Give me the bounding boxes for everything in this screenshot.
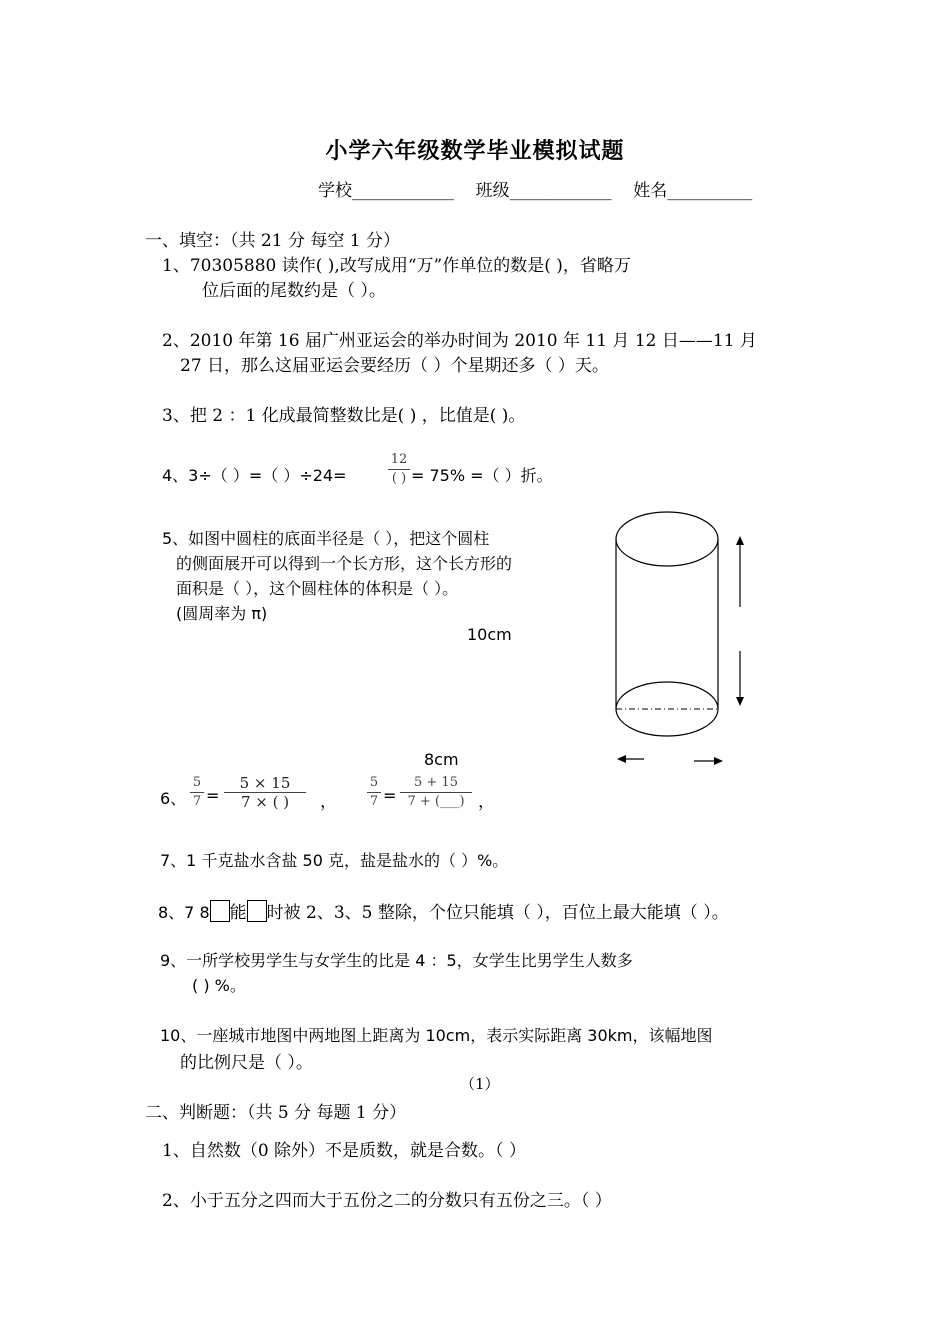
class-label: 班级 [475, 181, 510, 201]
q6-comma-2: ， [478, 792, 495, 812]
q4-part-b: = 75% =（ ）折。 [411, 466, 553, 485]
q1-line1: 1、70305880 读作( ),改写成用“万”作单位的数是( )，省略万 [162, 256, 631, 276]
school-label: 学校 [318, 181, 352, 201]
digit-box-1 [210, 900, 230, 922]
q8-part-a: 8、7 8 [158, 903, 210, 922]
q6-fraction-1 [190, 775, 204, 810]
name-label: 姓名 [633, 181, 668, 201]
q10-line1: 10、一座城市地图中两地图上距离为 10cm，表示实际距离 30km，该幅地图 [160, 1026, 713, 1045]
q6-f2-num: 5 × 15 [239, 774, 291, 792]
section1-heading: 一、填空：（共 21 分 每空 1 分） [145, 231, 400, 251]
q6-f1-den: 7 [192, 794, 202, 809]
q6-f4-num: 5 + 15 [414, 775, 458, 790]
q8-part-c: 时被 2、3、5 整除，个位只能填（ ），百位上最大能填（ ）。 [266, 903, 729, 923]
page-title: 小学六年级数学毕业模拟试题 [325, 139, 625, 164]
q5-line2: 的侧面展开可以得到一个长方形，这个长方形的 [176, 554, 513, 573]
width-arrowhead-left [617, 755, 626, 763]
width-label: 8cm [424, 750, 459, 769]
q1-line2: 位后面的尾数约是（ ）。 [202, 281, 386, 301]
fraction-bar [400, 792, 472, 793]
q4-fraction-den: ( ) [391, 471, 407, 486]
q9-line1: 9、一所学校男学生与女学生的比是 4 ：5，女学生比男学生人数多 [160, 951, 633, 970]
width-arrowhead-right [714, 757, 723, 765]
q6-f1-num: 5 [192, 775, 202, 790]
header-fields [318, 176, 752, 201]
q2-line2: 27 日，那么这届亚运会要经历（ ）个星期还多（ ）天。 [180, 356, 609, 376]
q4-part-a: 4、3÷（ ）=（ ）÷24= [162, 466, 347, 485]
cylinder-bottom-back [616, 682, 718, 709]
q5-line1: 5、如图中圆柱的底面半径是（ ），把这个圆柱 [162, 529, 490, 548]
q6-equals-1: = [206, 786, 220, 805]
q6-f2-den: 7 × ( ) [240, 793, 290, 811]
cylinder-top-ellipse [616, 512, 718, 566]
q9-line2: ( ) %。 [192, 976, 246, 995]
s2-q2: 2、小于五分之四而大于五份之二的分数只有五份之三。（ ） [162, 1191, 612, 1211]
school-blank: ____________ [352, 181, 454, 201]
q2-line1: 2、2010 年第 16 届广州亚运会的举办时间为 2010 年 11 月 12 日——11 月 [162, 331, 757, 351]
q8-line [158, 898, 729, 923]
height-label: 10cm [467, 625, 512, 644]
fraction-bar [388, 469, 410, 470]
name-blank: __________ [667, 181, 753, 201]
height-arrowhead-up [736, 536, 744, 545]
cylinder-bottom-front [616, 709, 718, 736]
q3: 3、把 2 ：1 化成最简整数比是( ) ，比值是( )。 [162, 406, 526, 426]
q6-prefix: 6、 [160, 789, 187, 808]
fraction-bar [190, 792, 204, 793]
height-arrowhead-down [736, 697, 744, 706]
q4-fraction-num: 12 [390, 452, 408, 467]
q6-f4-den: 7 + (___) [407, 794, 465, 809]
q6-fraction-3 [367, 775, 381, 810]
q6-fraction-4 [400, 775, 472, 810]
q8-part-b: 能 [229, 903, 247, 923]
q4-fraction [388, 452, 410, 487]
q10-line2: 的比例尺是（ ）。 [180, 1053, 313, 1073]
q6-f3-den: 7 [369, 794, 379, 809]
s2-q1: 1、自然数（0 除外）不是质数，就是合数。（ ） [162, 1141, 526, 1161]
cylinder-figure [600, 505, 760, 775]
q6-comma-1: ， [320, 792, 337, 812]
q6-fraction-2 [224, 775, 306, 810]
q6-equals-2: = [383, 786, 397, 805]
fraction-bar [367, 792, 381, 793]
page-number: （1） [460, 1075, 500, 1093]
q6-f3-num: 5 [369, 775, 379, 790]
q7: 7、1 千克盐水含盐 50 克，盐是盐水的（ ）%。 [160, 851, 509, 870]
section2-heading: 二、判断题：（共 5 分 每题 1 分） [145, 1103, 407, 1123]
q5-line3: 面积是（ ），这个圆柱体的体积是（ ）。 [176, 579, 459, 598]
class-blank: ____________ [509, 181, 612, 201]
q5-line4: (圆周率为 π) [176, 604, 268, 623]
digit-box-2 [247, 900, 267, 922]
